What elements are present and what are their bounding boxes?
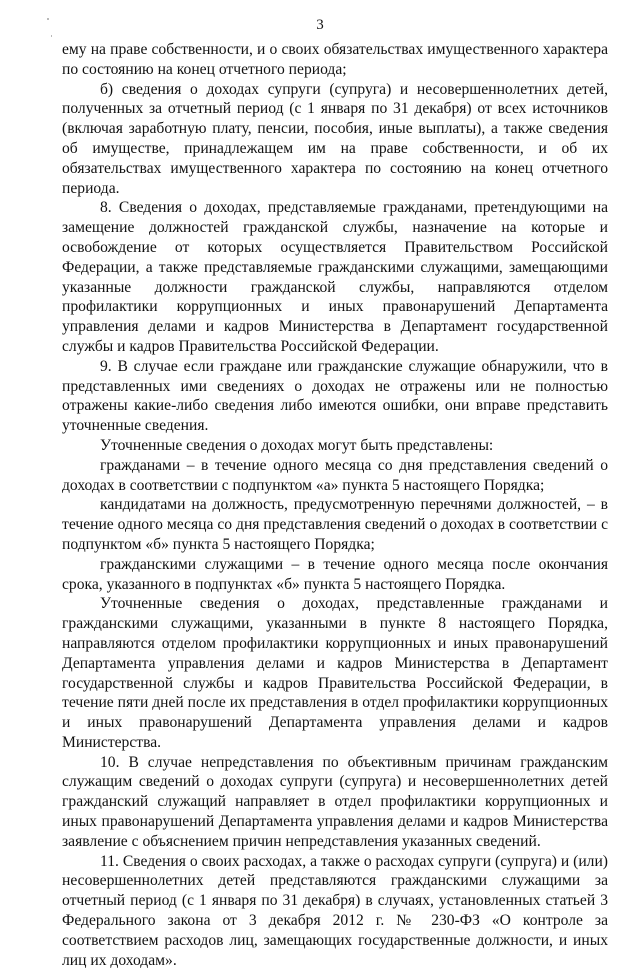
paragraph-9: 9. В случае если граждане или гражданские служащие обнаружили, что в представленных ими сведениях о доходах не отражены или не полностью отражены какие-либо сведения либо имеются ошибки, они вправе представить уточненные сведения. — [62, 357, 608, 435]
paragraph-clarified-intro: Уточненные сведения о доходах могут быть представлены: — [100, 436, 494, 454]
paragraph-candidates: кандидатами на должность, предусмотренную перечнями должностей, – в течение одного месяца со дня представления сведений о доходах в соответствии с подпунктом «б» пункта 5 настоящего Порядка; — [62, 496, 608, 553]
document-body — [62, 40, 608, 970]
paragraph-continuation: ему на праве собственности, и о своих обязательствах имущественного характера по состоянию на конец отчетного периода; — [62, 41, 608, 78]
paragraph-civil-servants: гражданскими служащими – в течение одного месяца после окончания срока, указанного в подпунктах «б» пункта 5 настоящего Порядка. — [62, 555, 608, 593]
paragraph-subitem-b: б) сведения о доходах супруги (супруга) и несовершеннолетних детей, полученных за отчетный период (с 1 января по 31 декабря) от всех источников (включая заработную плату, пенсии, пособия, иные выплаты), а также сведения об имуществе, принадлежащем им на праве собственности, и об их обязательствах имущественного характера по состоянию на конец отчетного периода. — [62, 80, 608, 197]
page-number: 3 — [316, 17, 324, 33]
scan-speck — [51, 35, 52, 37]
paragraph-clarified-forwarding: Уточненные сведения о доходах, представленные гражданами и гражданскими служащими, указанными в пункте 8 настоящего Порядка, направляются отделом профилактики коррупционных и иных правонарушений Департамента управления делами и кадров Министерства в Департамент государственной службы и кадров Правительства Российской Федерации, в течение пяти дней после их представления в отдел профилактики коррупционных и иных правонарушений Департамента управления делами и кадров Министерства. — [62, 595, 608, 751]
paragraph-citizens: гражданами – в течение одного месяца со дня представления сведений о доходах в соответствии с подпунктом «а» пункта 5 настоящего Порядка; — [62, 456, 608, 494]
paragraph-10: 10. В случае непредставления по объективным причинам гражданским служащим сведений о доходах супруги (супруга) и несовершеннолетних детей гражданский служащий направляет в отдел профилактики коррупционных и иных правонарушений Департамента управления делами и кадров Министерства заявление с объяснением причин непредставления указанных сведений. — [62, 753, 608, 850]
paragraph-11: 11. Сведения о своих расходах, а также о расходах супруги (супруга) и (или) несовершеннолетних детей представляются гражданскими служащими за отчетный период (с 1 января по 31 декабря) в случаях, установленных статьей 3 Федерального закона от 3 декабря 2012 г. № 230-ФЗ «О контроле за соответствием расходов лиц, замещающих государственные должности, и иных лиц их доходам». — [62, 852, 608, 969]
paragraph-8: 8. Сведения о доходах, представляемые гражданами, претендующими на замещение должностей гражданской службы, назначение на которые и освобождение от которых осуществляется Правительством Российской Федерации, а также представляемые гражданскими служащими, замещающими указанные должности гражданской службы, направляются отделом профилактики коррупционных и иных правонарушений Департамента управления делами и кадров Министерства в Департамент государственной службы и кадров Правительства Российской Федерации. — [62, 199, 608, 355]
